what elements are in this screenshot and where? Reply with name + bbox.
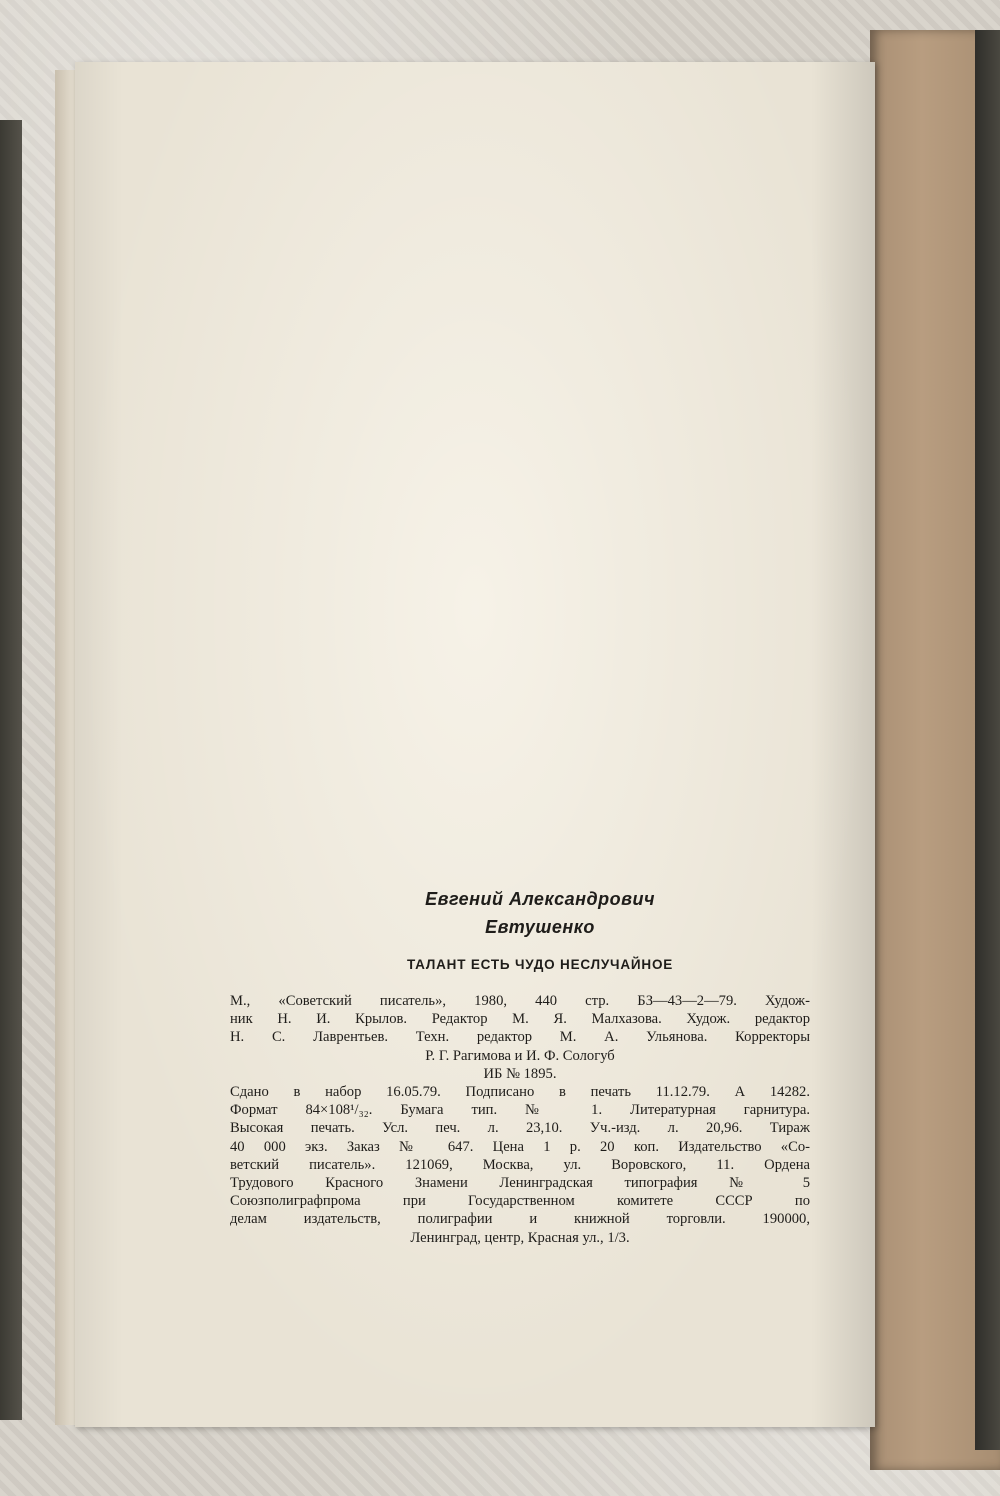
credits-line: М., «Советский писатель», 1980, 440 стр. БЗ—43—2—79. Худож- bbox=[230, 993, 810, 1009]
credits-line: Н. С. Лаврентьев. Техн. редактор М. А. Ульянова. Корректоры bbox=[230, 1029, 810, 1046]
production-line: делам издательств, полиграфии и книжной торговли. 190000, bbox=[230, 1211, 810, 1228]
production-line: 40 000 экз. Заказ № 647. Цена 1 р. 20 коп. Издательство «Со- bbox=[230, 1138, 810, 1155]
book-cover-edge bbox=[975, 30, 1000, 1450]
production-paragraph bbox=[230, 1083, 810, 1247]
credits-paragraph bbox=[230, 992, 810, 1083]
production-line: Высокая печать. Усл. печ. л. 23,10. Уч.-изд. л. 20,96. Тираж bbox=[230, 1120, 810, 1137]
ib-number: ИБ № 1895. bbox=[483, 1065, 557, 1082]
production-line: Формат 84×108¹/₃₂. Бумага тип. № 1. Литературная гарнитура. bbox=[230, 1102, 810, 1119]
production-line: Сдано в набор 16.05.79. Подписано в печать 11.12.79. А 14282. bbox=[230, 1084, 810, 1101]
production-line: Союзполиграфпрома при Государственном комитете СССР по bbox=[230, 1193, 810, 1210]
credits-line: Р. Г. Рагимова и И. Ф. Сологуб bbox=[425, 1047, 615, 1064]
imprint-block bbox=[230, 885, 810, 1247]
book-cover-left bbox=[0, 120, 22, 1420]
author-first-name: Евгений Александрович bbox=[425, 889, 655, 909]
production-line: ветский писатель». 121069, Москва, ул. Воровского, 11. Ордена bbox=[230, 1156, 810, 1173]
production-line: Трудового Красного Знамени Ленинградская типография № 5 bbox=[230, 1175, 810, 1192]
production-line: Ленинград, центр, Красная ул., 1/3. bbox=[410, 1229, 630, 1246]
credits-line: ник Н. И. Крылов. Редактор М. Я. Малхазова. Худож. редактор bbox=[230, 1011, 810, 1028]
book-title: ТАЛАНТ ЕСТЬ ЧУДО НЕСЛУЧАЙНОЕ bbox=[406, 957, 674, 972]
author-last-name: Евтушенко bbox=[485, 917, 595, 937]
